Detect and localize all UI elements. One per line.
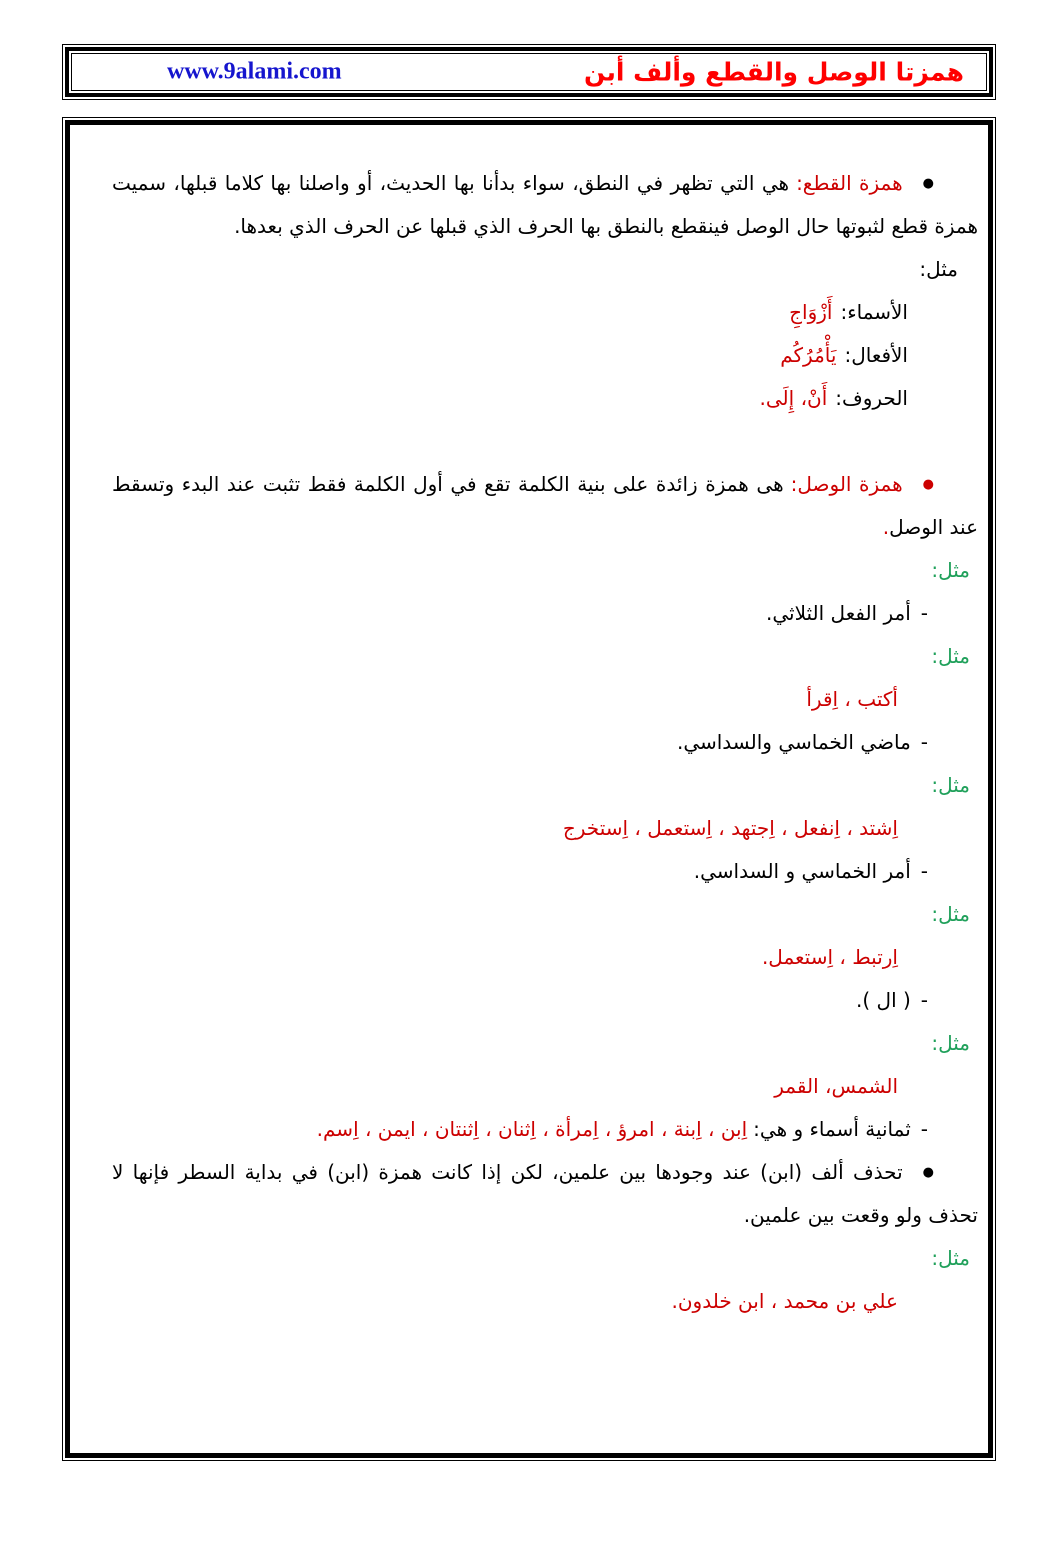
qat-example-particles bbox=[112, 377, 978, 420]
wasl-period: . bbox=[882, 515, 890, 539]
ibn-rule-text: تحذف ألف (ابن) عند وجودها بين علمين، لكن إذا كانت همزة (ابن) في بداية السطر فإنها لا تحذف ولو وقعت بين علمين. bbox=[112, 1160, 978, 1227]
mithl-label: مثل: bbox=[931, 1031, 970, 1055]
wasl-case-3-text: أمر الخماسي و السداسي. bbox=[693, 859, 911, 883]
wasl-case-1 bbox=[112, 592, 978, 635]
mithl-label: مثل: bbox=[931, 558, 970, 582]
content-frame bbox=[62, 117, 996, 1461]
content-box bbox=[65, 120, 993, 1458]
particles-value: أَنْ، إِلَى. bbox=[759, 386, 828, 410]
wasl-example-2: اِشتد ، اِنفعل ، اِجتهد ، اِستعمل ، اِستخرج bbox=[562, 816, 898, 840]
mithl-label: مثل: bbox=[931, 644, 970, 668]
dash-icon: - bbox=[920, 601, 928, 625]
page bbox=[0, 44, 1058, 1461]
verbs-label: الأفعال: bbox=[844, 343, 908, 367]
wasl-case-4 bbox=[112, 979, 978, 1022]
qat-term: همزة القطع: bbox=[796, 171, 903, 195]
dash-icon: - bbox=[920, 988, 928, 1012]
wasl-example-3: اِرتبط ، اِستعمل. bbox=[761, 945, 898, 969]
wasl-case-2 bbox=[112, 721, 978, 764]
dash-icon: - bbox=[920, 1117, 928, 1141]
mithl-label: مثل: bbox=[931, 902, 970, 926]
ibn-example: علي بن محمد ، ابن خلدون. bbox=[671, 1289, 898, 1313]
wasl-case-1-text: أمر الفعل الثلاثي. bbox=[765, 601, 911, 625]
wasl-text: هى همزة زائدة على بنية الكلمة تقع في أول الكلمة فقط تثبت عند البدء وتسقط عند الوصل bbox=[112, 472, 978, 539]
red-bullet-icon: ● bbox=[922, 477, 934, 492]
nouns-value: أَزْوَاجِ bbox=[789, 300, 833, 324]
nouns-label: الأسماء: bbox=[840, 300, 908, 324]
eight-nouns-label: ثمانية أسماء و هي: bbox=[753, 1117, 911, 1141]
bullet-icon: ● bbox=[922, 1165, 934, 1180]
particles-label: الحروف: bbox=[835, 386, 908, 410]
wasl-case-3 bbox=[112, 850, 978, 893]
wasl-example-1: أكتب ، اِقرأ bbox=[806, 687, 898, 711]
mithl-label: مثل: bbox=[931, 773, 970, 797]
eight-nouns bbox=[112, 1108, 978, 1151]
wasl-example-4: الشمس، القمر bbox=[774, 1074, 898, 1098]
ibn-rule bbox=[112, 1151, 978, 1237]
qat-text: هي التي تظهر في النطق، سواء بدأنا بها الحديث، أو واصلنا بها كلاما قبلها، سميت همزة قطع لثبوتها حال الوصل فينقطع بالنطق بها الحرف الذي قبلها عن الحرف الذي بعدها. bbox=[112, 171, 978, 238]
verbs-value: يَأْمُرُكُم bbox=[780, 343, 837, 367]
wasl-definition bbox=[112, 463, 978, 549]
qat-example-verbs bbox=[112, 334, 978, 377]
dash-icon: - bbox=[920, 730, 928, 754]
qat-example-nouns bbox=[112, 291, 978, 334]
qat-definition bbox=[112, 162, 978, 248]
header-bar bbox=[71, 53, 987, 91]
eight-nouns-list: اِبن ، اِبنة ، امرؤ ، اِمرأة ، اِثنان ، اِثنتان ، ايمن ، اِسم. bbox=[316, 1117, 748, 1141]
site-url: www.9alami.com bbox=[167, 58, 342, 85]
wasl-case-2-text: ماضي الخماسي والسداسي. bbox=[676, 730, 911, 754]
header-frame bbox=[62, 44, 996, 100]
mithl-label: مثل: bbox=[931, 1246, 970, 1270]
bullet-icon: ● bbox=[922, 176, 934, 191]
document-title: همزتا الوصل والقطع وألف أبن bbox=[584, 57, 964, 87]
dash-icon: - bbox=[920, 859, 928, 883]
wasl-term: همزة الوصل: bbox=[790, 472, 903, 496]
wasl-case-4-text: ( ال ). bbox=[856, 988, 911, 1012]
mithl-label-black: مثل: bbox=[919, 257, 958, 281]
